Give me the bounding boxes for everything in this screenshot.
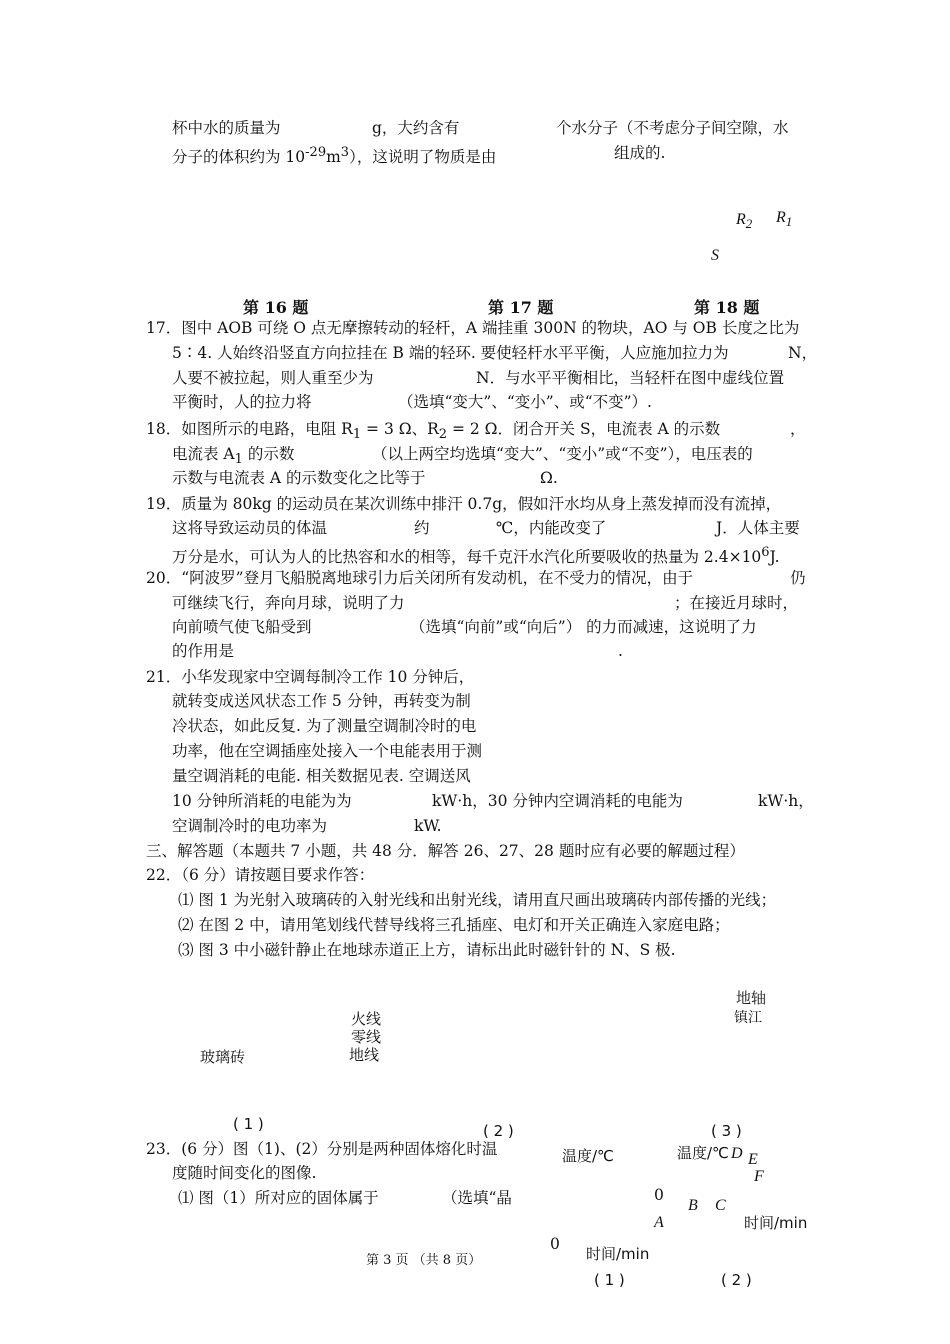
q17-line-3b: N．与水平平衡相比，当轻杆在图中虚线位置	[476, 369, 785, 387]
q23-line-3b: （选填“晶	[442, 1189, 512, 1207]
fig22-num-1: ( 1 )	[233, 1115, 264, 1133]
fig22-num-2: ( 2 )	[483, 1122, 514, 1140]
sub: 2	[745, 216, 753, 232]
top-line-1b	[372, 117, 459, 139]
q21-line-2: 就转变成送风状态工作 5 分钟，再转变为制	[172, 692, 471, 710]
text: 分子的体积约为 10	[172, 148, 306, 167]
q21-line-7b: kW.	[414, 817, 442, 835]
label-neutral-wire: 零线	[351, 1028, 382, 1046]
q23-line-1: 23．(6 分）图（1)、(2）分别是两种固体熔化时温	[146, 1140, 498, 1158]
caption-17: 第 17 题	[488, 298, 554, 317]
q20-line-1b: 仍	[790, 569, 806, 587]
q20-line-3b: （选填“向前”或“向后”） 的力而减速，这说明了力	[410, 618, 757, 636]
q18-line-2: 电流表 $A_1$ 的示数	[172, 445, 295, 468]
text: 电流表 A	[172, 445, 235, 463]
q18-line-3b: Ω.	[540, 469, 558, 487]
text: = 2 Ω．闭合开关 S，电流表 A 的示数	[447, 420, 721, 438]
graph2-number: ( 2 )	[721, 1271, 752, 1289]
q23-line-3a: ⑴ 图（1）所对应的固体属于	[178, 1189, 379, 1207]
text: S	[711, 247, 719, 264]
q21-line-4: 功率，他在空调插座处接入一个电能表用于测	[172, 742, 483, 760]
q21-line-3: 冷状态，如此反复. 为了测量空调制冷时的电	[172, 717, 477, 735]
top-line-2	[172, 142, 496, 168]
text: 万分是水，可认为人的比热容和水的相等，每千克汗水汽化所要吸收的热量为 2.4×10	[172, 548, 762, 567]
label-r2	[736, 211, 752, 232]
graph2-origin: 0	[654, 1186, 664, 1204]
q17-line-2a: 5∶4. 人始终沿竖直方向拉挂在 B 端的轻环. 要使轻杆水平平衡，人应施加拉力为	[172, 344, 729, 362]
graph2-point-b: B	[688, 1197, 698, 1214]
q17-line-3a: 人要不被拉起，则人重至少为	[172, 369, 374, 387]
q17-line-1: 17．图中 AOB 可绕 O 点无摩擦转动的轻杆，A 端挂重 300N 的物块，AO 与 OB 长度之比为	[146, 319, 800, 337]
top-line-1c	[556, 117, 789, 139]
sub: 1	[785, 214, 793, 230]
text: ），这说明了物质是由	[349, 148, 497, 167]
text: R	[776, 209, 786, 226]
graph2-point-a: A	[654, 1214, 664, 1231]
text: = 3 Ω、R	[361, 420, 439, 438]
q19-line-2a: 这将导致运动员的体温	[172, 519, 328, 537]
graph1-x-label: 时间/min	[586, 1245, 650, 1263]
q21-line-6a: 10 分钟所消耗的电能为为	[172, 792, 352, 810]
q23-line-2: 度随时间变化的图像.	[172, 1164, 317, 1182]
section-3-heading: 三、解答题（本题共 7 小题，共 48 分．解答 26、27、28 题时应有必要的解题过程）	[146, 842, 745, 860]
graph1-y-label: 温度/℃	[562, 1147, 614, 1165]
q22-item-3: ⑶ 图 3 中小磁针静止在地球赤道正上方，请标出此时磁针针的 N、S 极.	[178, 941, 676, 959]
q20-line-3a: 向前喷气使飞船受到	[172, 618, 312, 636]
q17-line-2b: N，	[788, 344, 818, 362]
q22-item-1: ⑴ 图 1 为光射入玻璃砖的入射光线和出射光线，请用直尺画出玻璃砖内部传播的光线；	[178, 891, 777, 909]
graph2-point-f: F	[754, 1168, 764, 1185]
q21-line-1: 21．小华发现家中空调每制冷工作 10 分钟后，	[146, 668, 475, 686]
caption-18: 第 18 题	[694, 298, 760, 317]
q19-line-1: 19．质量为 80kg 的运动员在某次训练中排汗 0.7g，假如汗水均从身上蒸发掉而没有流掉，	[146, 495, 782, 513]
graph2-point-d: D	[731, 1145, 743, 1162]
label-r1	[776, 209, 792, 230]
q20-line-4b: .	[618, 642, 623, 660]
q21-line-5: 量空调消耗的电能. 相关数据见表. 空调送风	[172, 767, 471, 785]
graph1-origin: 0	[550, 1235, 560, 1253]
q21-line-6b: kW·h，30 分钟内空调消耗的电能为	[432, 792, 683, 810]
label-live-wire: 火线	[351, 1010, 382, 1028]
text: 18．如图所示的电路，电阻 R	[146, 420, 353, 438]
graph2-x-label: 时间/min	[744, 1214, 808, 1232]
q18-line-3a: 示数与电流表 A 的示数变化之比等于	[172, 469, 426, 487]
q20-line-2a: 可继续飞行，奔向月球，说明了力	[172, 594, 405, 612]
graph1-number: ( 1 )	[594, 1271, 625, 1289]
label-axis: 地轴	[736, 989, 767, 1007]
label-glass-brick: 玻璃砖	[200, 1048, 246, 1066]
sup: 3	[340, 145, 350, 160]
graph2-y-label: 温度/℃	[677, 1144, 729, 1162]
q18-line-1: 18．如图所示的电路，电阻 $R_1 = 3$ Ω、$R_2 = 2$ Ω．闭合开关 S，电流表 A 的示数	[146, 420, 721, 443]
label-s	[711, 247, 719, 265]
text: 杯中水的质量为	[172, 119, 281, 137]
q22-item-2: ⑵ 在图 2 中，请用笔划线代替导线将三孔插座、电灯和开关正确连入家庭电路；	[178, 916, 730, 934]
label-ground-wire: 地线	[349, 1046, 380, 1064]
q19-line-3	[172, 542, 780, 568]
q18-line-2c: （以上两空均选填“变大”、“变小”或“不变”），电压表的	[372, 445, 753, 463]
text: 组成的.	[614, 144, 666, 162]
q22-head: 22．（6 分）请按题目要求作答：	[146, 866, 375, 884]
graph2-point-e: E	[748, 1151, 758, 1168]
q19-line-2d: J．人体主要	[716, 519, 800, 537]
q21-line-7a: 空调制冷时的电功率为	[172, 817, 328, 835]
sup: -29	[305, 145, 327, 160]
top-line-2d	[614, 142, 665, 164]
q20-line-2b: ；在接近月球时，	[674, 594, 799, 612]
text: 的示数	[242, 445, 295, 463]
graph2-point-c: C	[715, 1197, 726, 1214]
top-line-1	[172, 117, 281, 139]
label-city: 镇江	[734, 1010, 762, 1026]
q17-line-4b: （选填“变大”、“变小”、或“不变”）.	[398, 393, 652, 411]
q17-line-4a: 平衡时，人的拉力将	[172, 393, 312, 411]
q18-line-1d: ，	[790, 420, 806, 438]
fig22-num-3: ( 3 )	[711, 1122, 742, 1140]
sup: 6	[761, 545, 770, 560]
text: g，大约含有	[372, 119, 460, 137]
q20-line-1a: 20．“阿波罗”登月飞船脱离地球引力后关闭所有发动机，在不受力的情况，由于	[146, 569, 694, 587]
q20-line-4a: 的作用是	[172, 642, 235, 660]
text: R	[736, 211, 746, 228]
text: J.	[769, 548, 780, 567]
q19-line-2c: ℃，内能改变了	[496, 519, 607, 537]
q19-line-2b: 约	[414, 519, 430, 537]
text: 个水分子（不考虑分子间空隙，水	[556, 119, 789, 137]
q21-line-6c: kW·h，	[758, 792, 814, 810]
page-footer: 第 3 页 （共 8 页）	[366, 1253, 482, 1268]
text: m	[326, 148, 341, 167]
caption-16: 第 16 题	[243, 298, 309, 317]
